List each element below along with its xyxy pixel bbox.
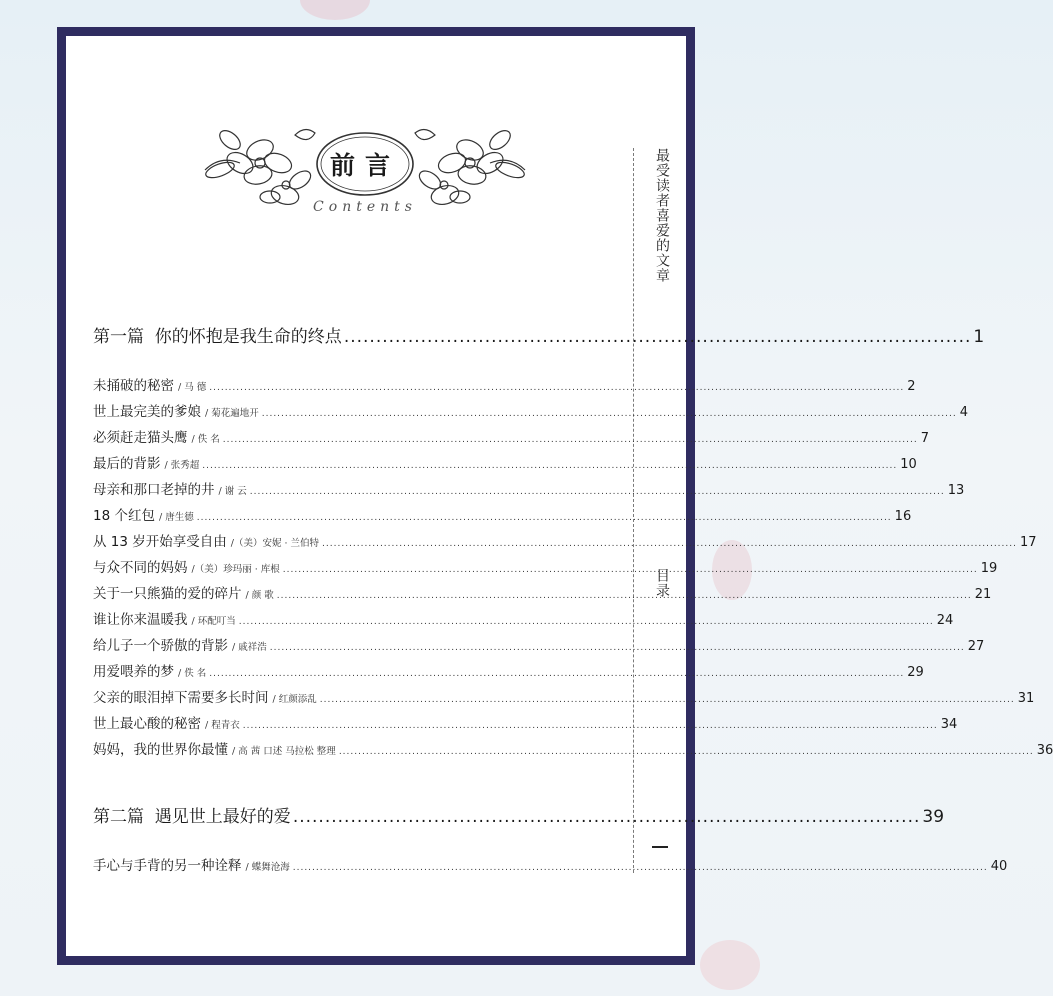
entry-author: / 蝶舞沧海 [245,862,290,873]
part-page-number: 1 [973,327,985,347]
leader-dots: .................................................................................................................................................................................... [276,591,972,601]
entry-page: 40 [990,859,1008,874]
toc-part-2-entries [93,854,1008,880]
entry-title: 用爱喂养的梦 [93,664,174,680]
entry-author: / 菊花遍地开 [205,408,259,419]
entry-author: / 张秀超 [164,460,200,471]
section-label-vertical: 目录 [654,568,670,598]
toc-part-1 [93,322,985,347]
entry-page: 29 [907,665,924,680]
toc-entry[interactable] [93,400,968,426]
leader-dots: .................................................................................................................................................................................... [202,461,898,471]
contents-header [200,115,530,220]
leader-dots: .................................................................................................................................................................................... [242,721,938,731]
entry-page: 21 [974,587,992,602]
toc-entry[interactable] [93,712,958,738]
entry-title: 必须赶走猫头鹰 [93,430,188,446]
entry-page: 2 [907,379,916,394]
leader-dots: .................................................................................................................................................................................... [282,565,978,575]
entry-page: 19 [980,561,998,576]
entry-page: 4 [959,405,968,420]
toc-entry[interactable] [93,478,965,504]
entry-title: 世上最完美的爹娘 [93,404,201,420]
toc-entry[interactable] [93,634,985,660]
leader-dots: .................................................................................................................................................................................... [338,747,1034,757]
entry-page: 34 [940,717,958,732]
toc-entry[interactable] [93,738,1053,764]
toc-entry[interactable] [93,608,954,634]
leader-dots: .................................................................................................................................................................................... [238,617,934,627]
leader-dots: .................................................................................................................................................................................... [319,695,1015,705]
entry-title: 母亲和那口老掉的井 [93,482,215,498]
entry-author: / 谢 云 [218,486,247,497]
contents-subtitle: Contents [313,199,417,215]
entry-author: / 环配叮当 [191,616,236,627]
entry-title: 妈妈，我的世界你最懂 [93,742,228,758]
entry-author: / 颜 歌 [245,590,274,601]
part-title: 第一篇 你的怀抱是我生命的终点 [93,327,342,347]
toc-entry[interactable] [93,854,1008,880]
entry-page: 36 [1036,743,1053,758]
entry-title: 谁让你来温暖我 [93,612,188,628]
entry-page: 24 [936,613,954,628]
entry-title: 给儿子一个骄傲的背影 [93,638,228,654]
leader-dots: .................................................................................................................................................................................... [209,669,905,679]
leader-dots: .................................................................................................................................................................................... [292,863,988,873]
entry-author: / 高 茜 口述 马拉松 整理 [232,746,336,757]
entry-title: 关于一只熊猫的爱的碎片 [93,586,242,602]
entry-page: 13 [947,483,965,498]
toc-entry[interactable] [93,556,998,582]
entry-page: 7 [920,431,929,446]
entry-page: 31 [1017,691,1035,706]
entry-author: /（美）安妮 · 兰伯特 [230,538,320,549]
toc-part-2 [93,802,945,827]
toc-entry[interactable] [93,452,917,478]
toc-entry[interactable] [93,660,924,686]
entry-author: / 佚 名 [191,434,220,445]
entry-author: / 唐生德 [158,512,194,523]
part-page-number: 39 [922,807,945,827]
part-heading[interactable] [93,802,945,827]
entry-author: / 马 德 [178,382,207,393]
page-title: 前言 [329,151,400,180]
toc-entry[interactable] [93,504,912,530]
entry-title: 18 个红包 [93,508,155,524]
entry-page: 17 [1019,535,1037,550]
entry-title: 最后的背影 [93,456,161,472]
side-divider-line [633,148,634,873]
entry-title: 未捅破的秘密 [93,378,174,394]
toc-entry[interactable] [93,530,1037,556]
entry-page: 27 [967,639,985,654]
entry-title: 与众不同的妈妈 [93,560,188,576]
leader-dots: .................................................................................................. [292,807,921,827]
book-title-vertical: 最受读者喜爱的文章 [654,148,670,283]
entry-page: 16 [894,509,912,524]
toc-entry[interactable] [93,374,916,400]
entry-author: / 程青衣 [205,720,240,731]
entry-page: 10 [900,457,917,472]
leader-dots: .................................................................................................................................................................................... [222,435,918,445]
page-dash-mark [652,846,668,848]
leader-dots: .................................................................................................................................................................................... [209,383,905,393]
blossom-decoration-top [300,0,370,20]
toc-entry[interactable] [93,426,929,452]
leader-dots: .................................................................................................................................................................................... [261,409,957,419]
entry-title: 从 13 岁开始享受自由 [93,534,227,550]
leader-dots: .................................................................................................................................................................................... [269,643,965,653]
entry-author: /（美）珍玛丽 · 库根 [191,564,280,575]
leader-dots: .................................................................................................................................................................................... [322,539,1017,549]
entry-author: / 佚 名 [178,668,207,679]
blossom-decoration-bottom [700,940,760,990]
part-heading[interactable] [93,322,985,347]
entry-title: 手心与手背的另一种诠释 [93,858,242,874]
leader-dots: .................................................................................................. [343,327,972,347]
entry-title: 父亲的眼泪掉下需要多长时间 [93,690,269,706]
entry-author: / 戚祥浩 [232,642,267,653]
part-title: 第二篇 遇见世上最好的爱 [93,807,291,827]
toc-entry[interactable] [93,686,1035,712]
leader-dots: .................................................................................................................................................................................... [249,487,945,497]
entry-author: / 红颜添乱 [272,694,317,705]
entry-title: 世上最心酸的秘密 [93,716,201,732]
leader-dots: .................................................................................................................................................................................... [196,513,892,523]
